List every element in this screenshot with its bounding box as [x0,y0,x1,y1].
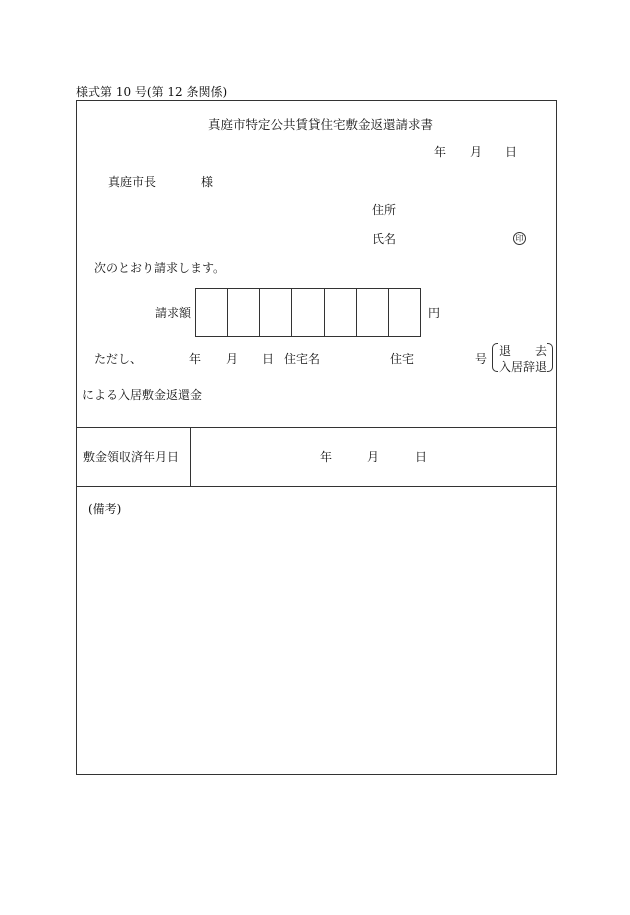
section-divider-bottom [76,486,557,487]
amount-unit: 円 [428,306,441,320]
name-label: 氏名 [372,232,397,246]
proviso-day-label: 日 [262,352,275,366]
form-number: 様式第 10 号(第 12 条関係) [76,85,228,99]
seal-mark-icon: 印 [513,232,526,245]
date-month-label: 月 [470,145,483,159]
intro-text: 次のとおり請求します。 [94,261,226,275]
number-label: 号 [475,352,488,366]
address-label: 住所 [372,203,397,217]
remarks-area[interactable] [77,520,556,774]
amount-digit-cell[interactable] [196,289,228,336]
option-move-out: 退 去 [499,344,548,358]
date-day-label: 日 [505,145,518,159]
remarks-label: (備考) [88,502,122,516]
receipt-date-label: 敷金領収済年月日 [83,450,180,464]
receipt-column-divider [190,427,191,486]
proviso-month-label: 月 [226,352,239,366]
amount-digit-cell[interactable] [357,289,389,336]
amount-digit-cell[interactable] [260,289,292,336]
option-decline: 入居辞退 [499,360,548,374]
form-title: 真庭市特定公共賃貸住宅敷金返還請求書 [208,117,434,132]
proviso-prefix: ただし、 [94,352,143,366]
options-bracket-right [547,343,553,372]
receipt-month-label: 月 [367,450,380,464]
proviso-year-label: 年 [189,352,202,366]
date-year-label: 年 [434,145,447,159]
addressee-name: 真庭市長 [108,175,157,189]
receipt-day-label: 日 [415,450,428,464]
amount-digit-boxes[interactable] [195,288,421,337]
amount-label: 請求額 [155,306,192,320]
housing-label: 住宅 [390,352,415,366]
addressee-honorific: 様 [201,175,214,189]
amount-digit-cell[interactable] [389,289,420,336]
purpose-text: による入居敷金返還金 [82,388,203,402]
amount-digit-cell[interactable] [292,289,324,336]
amount-digit-cell[interactable] [228,289,260,336]
housing-name-label: 住宅名 [284,352,321,366]
amount-digit-cell[interactable] [325,289,357,336]
receipt-year-label: 年 [320,450,333,464]
options-bracket-left [492,343,498,372]
section-divider-top [76,427,557,428]
